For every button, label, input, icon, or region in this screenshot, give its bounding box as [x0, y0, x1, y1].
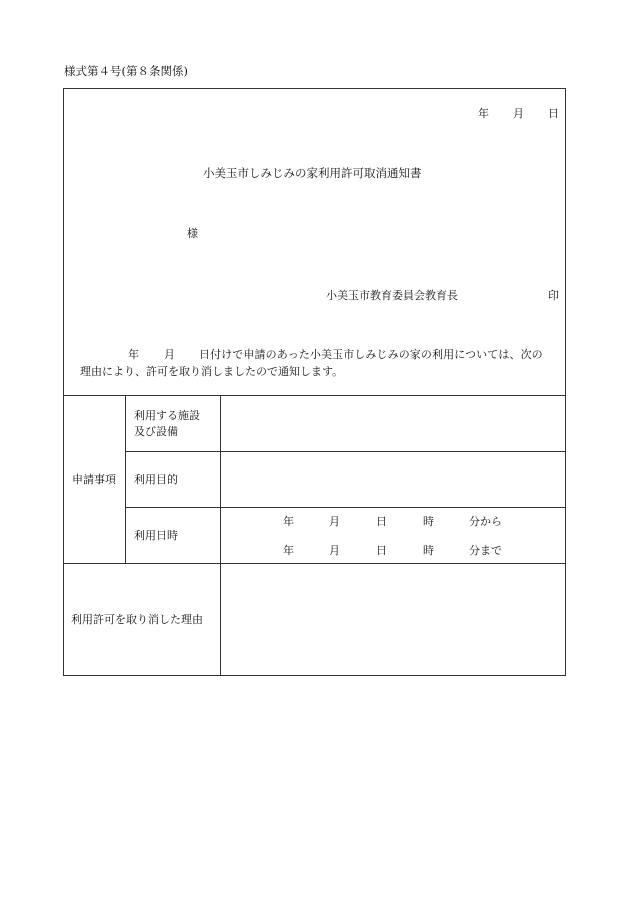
section-label: 申請事項 [72, 473, 116, 486]
facility-label-line1: 利用する施設 [134, 409, 200, 422]
to-month: 月 [329, 544, 340, 557]
document-title: 小美玉市しみじみの家利用許可取消通知書 [203, 166, 422, 180]
from-month: 月 [329, 515, 340, 528]
to-day: 日 [376, 544, 387, 557]
from-year: 年 [283, 515, 294, 528]
to-minute: 分まで [469, 544, 502, 557]
body-text-line1: 日付けで申請のあった小美玉市しみじみの家の利用については、次の [199, 348, 543, 361]
facility-label-line2: 及び設備 [134, 425, 178, 438]
date-day-label: 日 [548, 107, 559, 120]
purpose-label: 利用目的 [134, 473, 178, 486]
section-column-divider [125, 395, 126, 563]
body-text-line2: 理由により、許可を取り消しましたので通知します。 [80, 365, 344, 378]
from-day: 日 [376, 515, 387, 528]
form-number: 様式第４号(第８条関係) [64, 64, 188, 78]
seal-mark: 印 [548, 289, 559, 302]
label-column-divider [220, 395, 221, 676]
body-month-label: 月 [164, 348, 175, 361]
date-year-label: 年 [478, 107, 489, 120]
row-divider-3 [63, 563, 566, 564]
from-hour: 時 [423, 515, 434, 528]
issuer-name: 小美玉市教育委員会教育長 [326, 289, 458, 302]
row-divider-2 [125, 507, 566, 508]
reason-label: 利用許可を取り消した理由 [71, 613, 203, 626]
to-year: 年 [283, 544, 294, 557]
from-minute: 分から [469, 515, 502, 528]
datetime-label: 利用日時 [134, 529, 178, 542]
row-divider-1 [125, 451, 566, 452]
body-year-label: 年 [128, 348, 139, 361]
addressee-suffix: 様 [187, 227, 198, 240]
to-hour: 時 [423, 544, 434, 557]
table-top-border [63, 395, 566, 396]
date-month-label: 月 [513, 107, 524, 120]
